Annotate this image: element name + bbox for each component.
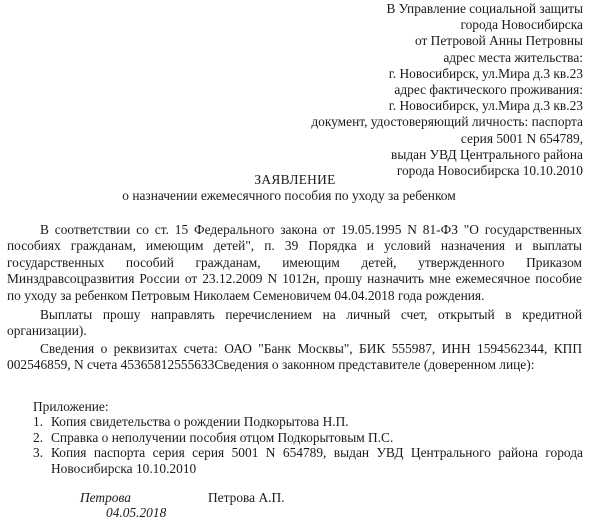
attachments-label: Приложение:: [33, 399, 109, 414]
handwritten-signature: Петрова: [80, 490, 131, 505]
attachment-item: [33, 414, 583, 429]
attachment-number: 3.: [33, 445, 44, 461]
addressee-line: В Управление социальной защиты: [386, 1, 583, 16]
attachment-item: [33, 445, 583, 476]
attachment-text: Справка о неполучении пособия отцом Подкорытовым П.С.: [51, 429, 394, 445]
attachments-list: [33, 414, 583, 476]
paragraph-text: Выплаты прошу направлять перечислением на личный счет, открытый в кредитной организации).: [7, 307, 582, 339]
addressee-line: от Петровой Анны Петровны: [414, 33, 583, 49]
addressee-line: документ, удостоверяющий личность: паспорта: [311, 114, 583, 130]
addressee-line: адрес места жительства:: [443, 49, 583, 65]
attachment-text: Копия паспорта серия серия 5001 N 654789, выдан УВД Центрального района города Новосибирска 10.10.2010: [51, 445, 583, 476]
attachment-text: Копия свидетельства о рождении Подкорытова Н.П.: [51, 414, 349, 430]
paragraph-request: [7, 222, 582, 304]
addressee-line: адрес фактического проживания:: [394, 82, 583, 98]
attachment-item: [33, 430, 583, 445]
title-heading: ЗАЯВЛЕНИЕ: [254, 172, 336, 187]
signatory-name: Петрова А.П.: [208, 490, 285, 505]
addressee-line: г. Новосибирск, ул.Мира д.3 кв.23: [388, 65, 583, 81]
addressee-line: города Новосибирска 10.10.2010: [396, 163, 583, 179]
signature-date: 04.05.2018: [106, 505, 167, 520]
addressee-line: города Новосибирска: [460, 17, 583, 33]
addressee-line: выдан УВД Центрального района: [391, 146, 583, 162]
attachment-number: 1.: [33, 414, 44, 430]
paragraph-account-details: [7, 341, 582, 374]
attachments-section: [33, 399, 583, 476]
title-subheading: о назначении ежемесячного пособия по уходу за ребенком: [122, 188, 456, 203]
paragraph-text: Сведения о реквизитах счета: ОАО "Банк Москвы", БИК 555987, ИНН 1594562344, КПП 002546859, N счета 45365812555633Сведения о законном представителе (доверенном лице):: [7, 341, 582, 373]
addressee-line: серия 5001 N 654789,: [460, 130, 583, 146]
paragraph-payment: [7, 307, 582, 340]
paragraph-text: В соответствии со ст. 15 Федерального закона от 19.05.1995 N 81-ФЗ "О государственных пособиях гражданам, имеющим детей", п. 39 Порядка и условий назначения и выплаты государственных пособий гражданам, имеющим детей, утвержденного Приказом Минздравсоцразвития России от 23.12.2009 N 1012н, прошу назначить мне ежемесячное пособие по уходу за ребенком Петровым Николаем Семеновичем 04.04.2018 года рождения.: [7, 222, 582, 303]
document-title: [0, 172, 600, 204]
addressee-line: г. Новосибирск, ул.Мира д.3 кв.23: [388, 98, 583, 114]
attachment-number: 2.: [33, 429, 44, 445]
addressee-block: [311, 1, 583, 179]
